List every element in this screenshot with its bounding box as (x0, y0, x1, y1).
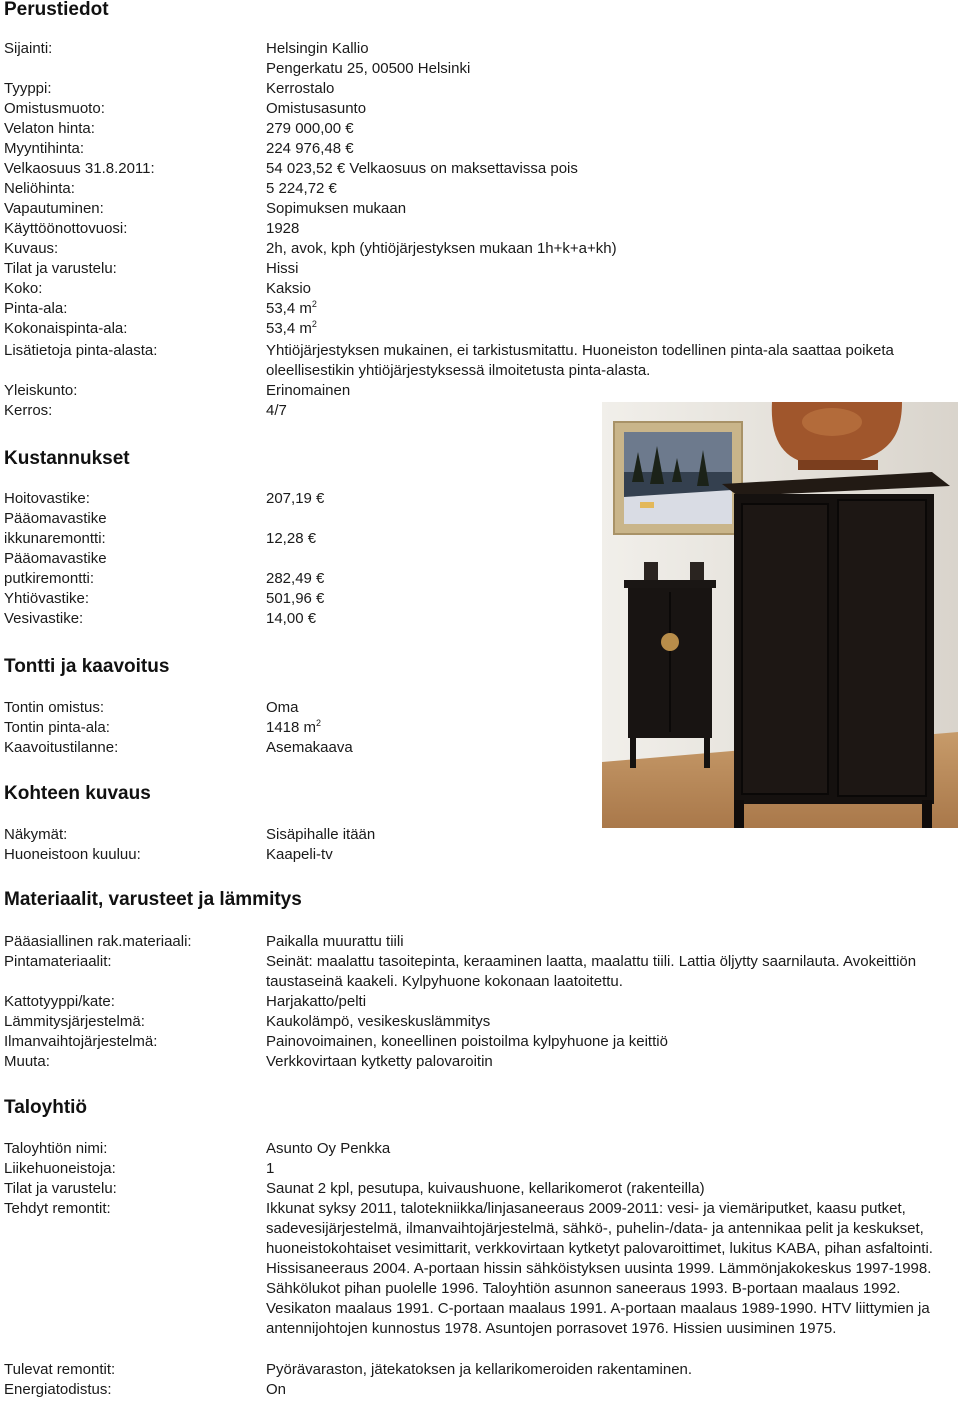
label-ikkunaremontti: ikkunaremontti: (4, 530, 106, 547)
label-lisatietoja: Lisätietoja pinta-alasta: (4, 342, 158, 359)
label-vapautuminen: Vapautuminen: (4, 200, 104, 217)
value-vesivastike: 14,00 € (266, 610, 317, 627)
value-hoitovastike: 207,19 € (266, 490, 325, 507)
value-vapautuminen: Sopimuksen mukaan (266, 200, 407, 217)
value-nakymat: Sisäpihalle itään (266, 826, 376, 843)
value-sijainti: Helsingin Kallio (266, 40, 369, 57)
value-tontin-omistus: Oma (266, 699, 299, 716)
value-energiatodistus: On (266, 1381, 287, 1398)
label-lammitysjarjestelma: Lämmitysjärjestelmä: (4, 1013, 145, 1030)
label-kattotyyppi: Kattotyyppi/kate: (4, 993, 115, 1010)
value-taloyhtio-tilat: Saunat 2 kpl, pesutupa, kuivaushuone, kellarikomerot (rakenteilla) (266, 1180, 705, 1197)
label-koko: Koko: (4, 280, 43, 297)
value-liikehuoneistoja: 1 (266, 1160, 275, 1177)
value-ilmanvaihtojarjestelma: Painovoimainen, koneellinen poistoilma kylpyhuone ja keittiö (266, 1033, 668, 1050)
label-tontin-pinta-ala: Tontin pinta-ala: (4, 719, 110, 736)
label-muuta: Muuta: (4, 1053, 50, 1070)
value-kattotyyppi: Harjakatto/pelti (266, 993, 367, 1010)
value-pintamateriaalit: Seinät: maalattu tasoitepinta, keraaminen laatta, maalattu tiili. Lattia öljytty saarnilauta. Avokeittiön taustaseinä kaakeli. Kylpyhuone kokonaan laatoitettu. (266, 953, 917, 990)
value-tulevat-remontit: Pyörävaraston, jätekatoksen ja kellarikomeroiden rakentaminen. (266, 1361, 693, 1378)
value-muuta: Verkkovirtaan kytketty palovaroitin (266, 1053, 493, 1070)
label-kokonaispinta-ala: Kokonaispinta-ala: (4, 320, 128, 337)
value-huoneistoon-kuuluu: Kaapeli-tv (266, 846, 333, 863)
value-tehdyt-remontit: Ikkunat syksy 2011, talotekniikka/linjasaneeraus 2009-2011: vesi- ja viemäriputket, kaasu putket, sadevesijärjestelmä, ilmanvaihtojärjestelmä, sähkö-, puhelin-/data- ja antennikaa pelit ja keskukset, huoneistokohtaiset vesimittarit, verkkovirtaan kytketyt palovaroittimet, lukitus KABA, pihan asfaltointi. Hissisaneeraus 2004. A-portaan hissin sähköistyksen uusinta 1999. Lämmönjakokeskus 1997-1998. Sähkölukot pihan puolelle 1996. Taloyhtiön asunnon saneeraus 1993. B-portaan maalaus 1992. Vesikaton maalaus 1991. C-portaan maalaus 1991. A-portaan maalaus 1989-1990. HTV liittymien ja antennijohtojen kunnostus 1978. Asuntojen porrasovet 1976. Hissien uusiminen 1975. (266, 1200, 933, 1337)
value-lisatietoja: Yhtiöjärjestyksen mukainen, ei tarkistusmitattu. Huoneiston todellinen pinta-ala saattaa poiketa oleellisestikin yhtiöjärjestyksessä ilmoitetusta pinta-alasta. (266, 342, 894, 379)
value-ikkunaremontti: 12,28 € (266, 530, 317, 547)
label-taloyhtio-tilat: Tilat ja varustelu: (4, 1180, 117, 1197)
heading-tontti: Tontti ja kaavoitus (4, 656, 170, 677)
value-neliohinta: 5 224,72 € (266, 180, 337, 197)
label-pintamateriaalit: Pintamateriaalit: (4, 953, 112, 970)
value-kuvaus: 2h, avok, kph (yhtiöjärjestyksen mukaan 1h+k+a+kh) (266, 240, 617, 257)
label-taloyhtion-nimi: Taloyhtiön nimi: (4, 1140, 108, 1157)
label-yhtiovastike: Yhtiövastike: (4, 590, 90, 607)
label-kuvaus: Kuvaus: (4, 240, 59, 257)
label-myyntihinta: Myyntihinta: (4, 140, 85, 157)
value-tilat: Hissi (266, 260, 299, 277)
label-energiatodistus: Energiatodistus: (4, 1381, 112, 1398)
value-kaavoitustilanne: Asemakaava (266, 739, 353, 756)
value-address: Pengerkatu 25, 00500 Helsinki (266, 60, 471, 77)
label-kerros: Kerros: (4, 402, 53, 419)
value-kokonaispinta-ala: 53,4 $m^2$ (266, 319, 317, 337)
value-myyntihinta: 224 976,48 € (266, 140, 354, 157)
value-kerros: 4/7 (266, 402, 287, 419)
label-nakymat: Näkymät: (4, 826, 68, 843)
label-paaasiallinen-materiaali: Pääasiallinen rak.materiaali: (4, 933, 192, 950)
value-kayttoonottovuosi: 1928 (266, 220, 300, 237)
label-velaton-hinta: Velaton hinta: (4, 120, 95, 137)
value-lammitysjarjestelma: Kaukolämpö, vesikeskuslämmitys (266, 1013, 491, 1030)
heading-kustannukset: Kustannukset (4, 448, 130, 469)
interior-photo (602, 402, 958, 828)
value-omistusmuoto: Omistusasunto (266, 100, 367, 117)
value-velkaosuus: 54 023,52 € Velkaosuus on maksettavissa pois (266, 160, 578, 177)
label-tyyppi: Tyyppi: (4, 80, 52, 97)
value-paaasiallinen-materiaali: Paikalla muurattu tiili (266, 933, 404, 950)
value-taloyhtion-nimi: Asunto Oy Penkka (266, 1140, 391, 1157)
label-liikehuoneistoja: Liikehuoneistoja: (4, 1160, 116, 1177)
label-yleiskunto: Yleiskunto: (4, 382, 78, 399)
label-tehdyt-remontit: Tehdyt remontit: (4, 1200, 111, 1217)
label-tulevat-remontit: Tulevat remontit: (4, 1361, 116, 1378)
value-yhtiovastike: 501,96 € (266, 590, 325, 607)
heading-perustiedot: Perustiedot (4, 0, 109, 20)
value-tyyppi: Kerrostalo (266, 80, 335, 97)
interior-photo-icon (602, 402, 958, 828)
label-tontin-omistus: Tontin omistus: (4, 699, 105, 716)
label-putkiremontti: putkiremontti: (4, 570, 95, 587)
value-yleiskunto: Erinomainen (266, 382, 351, 399)
label-huoneistoon-kuuluu: Huoneistoon kuuluu: (4, 846, 141, 863)
value-koko: Kaksio (266, 280, 312, 297)
label-vesivastike: Vesivastike: (4, 610, 84, 627)
value-pinta-ala: 53,4 $m^2$ (266, 299, 317, 317)
label-sijainti: Sijainti: (4, 40, 53, 57)
label-omistusmuoto: Omistusmuoto: (4, 100, 105, 117)
label-velkaosuus: Velkaosuus 31.8.2011: (4, 160, 155, 177)
label-neliohinta: Neliöhinta: (4, 180, 75, 197)
label-paaomavastike-1: Pääomavastike (4, 510, 107, 527)
heading-materiaalit: Materiaalit, varusteet ja lämmitys (4, 889, 302, 910)
value-putkiremontti: 282,49 € (266, 570, 325, 587)
value-velaton-hinta: 279 000,00 € (266, 120, 354, 137)
label-tilat: Tilat ja varustelu: (4, 260, 117, 277)
heading-kohteen-kuvaus: Kohteen kuvaus (4, 783, 151, 804)
value-tontin-pinta-ala: 1418 $m^2$ (266, 718, 322, 736)
label-ilmanvaihtojarjestelma: Ilmanvaihtojärjestelmä: (4, 1033, 158, 1050)
label-hoitovastike: Hoitovastike: (4, 490, 90, 507)
label-pinta-ala: Pinta-ala: (4, 300, 68, 317)
label-kayttoonottovuosi: Käyttöönottovuosi: (4, 220, 128, 237)
label-kaavoitustilanne: Kaavoitustilanne: (4, 739, 119, 756)
heading-taloyhtio: Taloyhtiö (4, 1097, 88, 1118)
label-paaomavastike-2: Pääomavastike (4, 550, 107, 567)
